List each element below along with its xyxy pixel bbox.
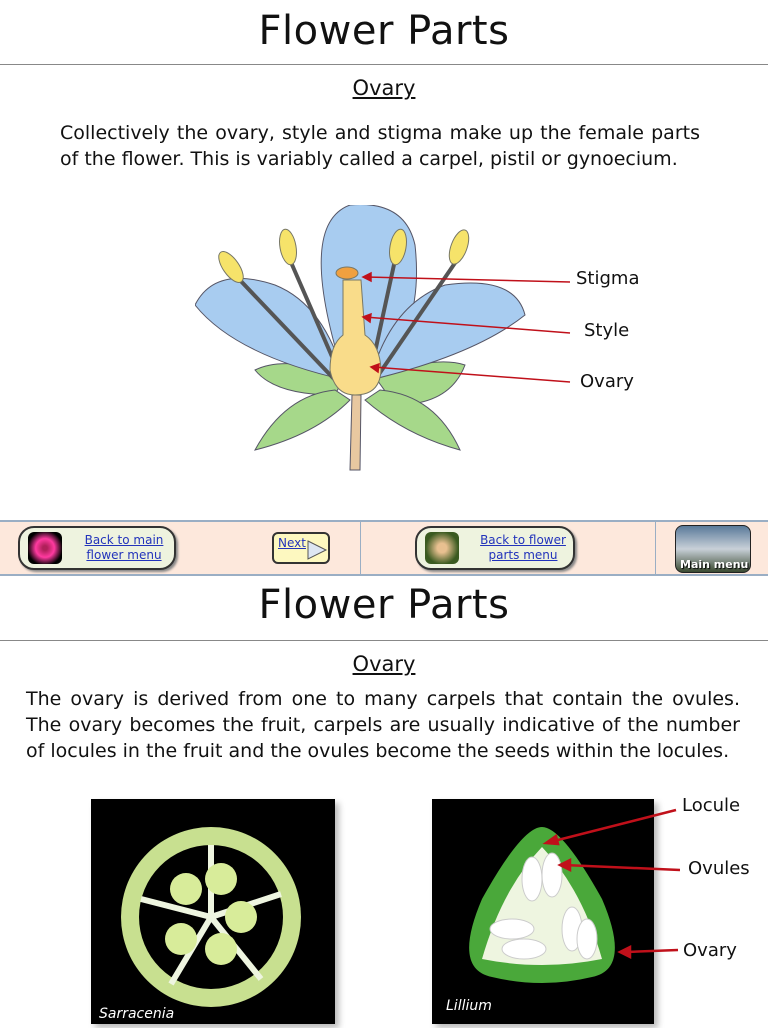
caption-lillium: Lillium bbox=[446, 998, 492, 1014]
label-ovules: Ovules bbox=[688, 858, 750, 879]
page-title: Flower Parts bbox=[258, 8, 510, 54]
main-menu-button[interactable] bbox=[675, 525, 751, 573]
label-arrows bbox=[540, 800, 680, 970]
label-style: Style bbox=[584, 320, 630, 341]
next-button[interactable] bbox=[272, 532, 330, 564]
back-to-main-menu-button[interactable] bbox=[18, 526, 176, 570]
intro-paragraph: Collectively the ovary, style and stigma make up the female parts of the flower. This is variably called a carpel, pistil or gynoecium. bbox=[60, 122, 700, 170]
navigation-bar bbox=[0, 520, 768, 576]
divider bbox=[0, 640, 768, 641]
back-to-main-link[interactable]: Back to main flower menu bbox=[84, 533, 164, 562]
flower-thumbnail-icon bbox=[28, 532, 62, 564]
divider bbox=[360, 522, 361, 574]
section-heading: Ovary bbox=[352, 652, 416, 676]
next-label: Next bbox=[278, 536, 306, 550]
divider bbox=[0, 64, 768, 65]
flower-diagram bbox=[195, 205, 595, 475]
label-stigma: Stigma bbox=[576, 268, 640, 289]
ovary-paragraph: The ovary is derived from one to many carpels that contain the ovules. The ovary becomes the fruit, carpels are usually indicative of the number of locules in the fruit and the ovules become the seeds within the locules. bbox=[26, 688, 740, 762]
main-menu-label: Main menu bbox=[680, 558, 749, 571]
back-to-parts-link[interactable]: Back to flower parts menu bbox=[480, 533, 566, 562]
back-to-flower-parts-button[interactable] bbox=[415, 526, 575, 570]
section-heading: Ovary bbox=[352, 76, 416, 100]
arrow-right-icon bbox=[306, 540, 328, 560]
caption-sarracenia: Sarracenia bbox=[99, 1006, 175, 1022]
label-ovary: Ovary bbox=[580, 371, 634, 392]
page-title: Flower Parts bbox=[258, 582, 510, 628]
flower-thumbnail-icon bbox=[425, 532, 459, 564]
label-ovary-photo: Ovary bbox=[683, 940, 737, 961]
label-locule: Locule bbox=[682, 795, 741, 816]
sarracenia-photo bbox=[91, 799, 335, 1024]
divider bbox=[655, 522, 656, 574]
